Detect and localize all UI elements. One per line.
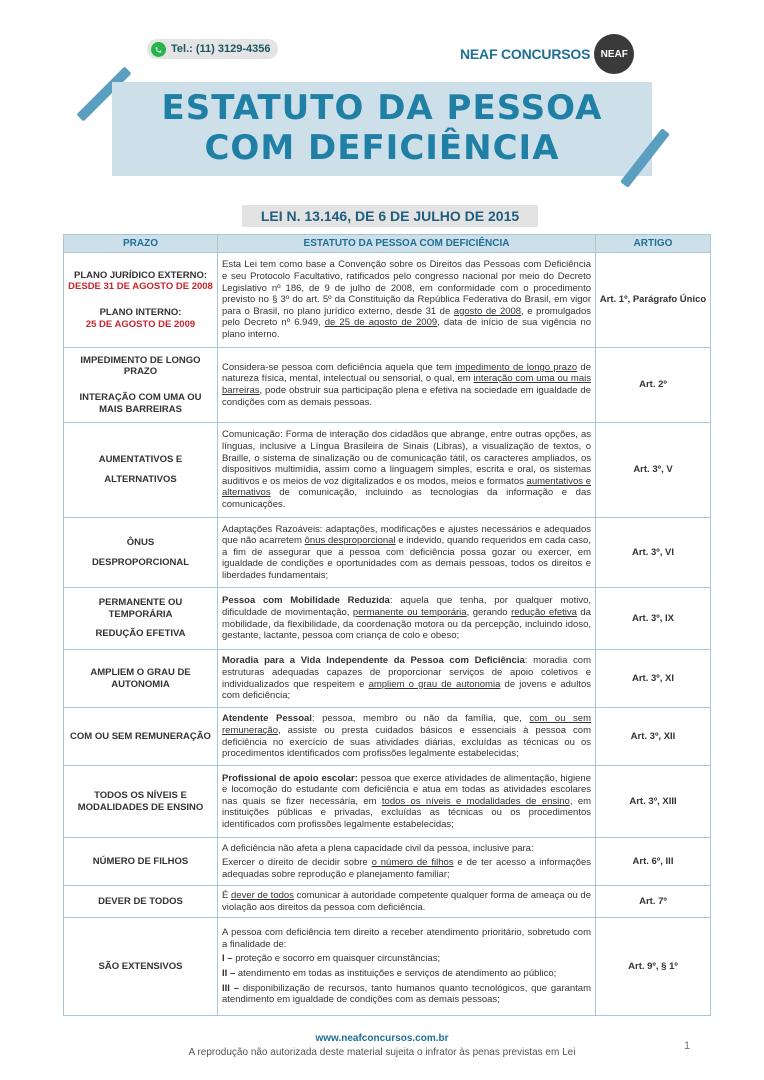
artigo-cell: Art. 3º, IX [596,588,711,650]
estatuto-text [218,838,596,886]
whatsapp-icon [151,42,166,57]
underlined-term: o número de filhos [371,857,454,869]
prazo-label: DESPROPORCIONAL [91,556,190,568]
prazo-label: ALTERNATIVOS [104,474,177,485]
underlined-term: aumentativos e alternativos [222,475,591,499]
table-header [64,235,711,253]
header-estatuto: ESTATUTO DA PESSOA COM DEFICIÊNCIA [218,235,596,253]
artigo-cell: Art. 6º, III [596,838,711,886]
underlined-term: impedimento de longo prazo [455,361,578,373]
prazo-label: PERMANENTE OU TEMPORÁRIA [98,597,183,620]
underlined-term: ampliem o grau de autonomia [368,678,501,690]
table-row [64,348,711,423]
prazo-cell [64,348,218,423]
page-title [112,88,652,168]
estatuto-text [218,253,596,348]
table-row [64,650,711,708]
phone-badge [147,39,278,59]
prazo-label: IMPEDIMENTO DE LONGO PRAZO [80,354,201,378]
prazo-label: PLANO JURÍDICO EXTERNO: [73,269,207,281]
prazo-cell [64,708,218,766]
text-run: Esta Lei tem como base a Convenção sobre os Direitos das Pessoas com Deficiência e seu Protocolo Facultativo, ratificados pelo congresso nacional por meio do Decreto Legislativo nº 186, de 9 de julho de 2008, em conformidade com o procedimento previsto no § 3º do art. 5º da Constituição da República Federativa do Brasil, em vigor para o Brasil, no plano jurídico externo, desde 31 de [222,259,591,317]
text-run: , gerando [466,606,512,618]
prazo-label: ÔNUS [126,536,155,548]
prazo-cell [64,838,218,886]
table-row [64,708,711,766]
underlined-term: com ou sem remuneração [222,713,591,736]
prazo-cell [64,253,218,348]
estatuto-text [218,886,596,918]
text-run: , em instituições públicas e privadas, excluídas as técnicas ou os procedimentos identificados com profissões legalmente estabelecidas; [222,795,592,830]
estatuto-text [218,766,596,838]
text-run: comunicar à autoridade competente qualquer forma de ameaça ou de violação aos direitos da pessoa com deficiência. [222,889,591,913]
text-run: e indevido, quando requeridos em cada caso, a fim de assegurar que a pessoa com deficiência possa gozar ou exercer, em igualdade de condições e oportunidades com as demais pessoas, todos os direitos e liberdades fundamentais; [222,535,591,581]
text-run: de jovens e adultos com deficiência; [222,678,591,702]
table-row [64,918,711,1016]
statute-table [63,234,710,1016]
table-row [64,838,711,886]
title-line-1: ESTATUTO DA PESSOA [161,88,603,128]
table-row [64,253,711,348]
artigo-cell: Art. 3º, XI [596,650,711,708]
page-number: 1 [684,1040,691,1052]
estatuto-text [218,518,596,588]
underlined-term: redução efetiva [511,606,577,618]
artigo-cell: Art. 7º [596,886,711,918]
prazo-label: COM OU SEM REMUNERAÇÃO [70,730,211,742]
item-numeral: I – [222,953,233,965]
estatuto-text [218,650,596,708]
law-title: LEI N. 13.146, DE 6 DE JULHO DE 2015 [242,205,538,227]
text-paragraph [222,968,591,980]
table-row [64,886,711,918]
text-run: Adaptações Razoáveis: adaptações, modificações e ajustes necessários e adequados que não acarretem [222,523,591,547]
item-numeral: III – [222,982,240,994]
brand-name: NEAF CONCURSOS [460,46,591,62]
text-paragraph [222,857,591,880]
underlined-term: interação com uma ou mais barreiras [222,373,591,396]
prazo-label: NÚMERO DE FILHOS [92,855,189,867]
table-row [64,766,711,838]
text-paragraph [222,953,591,965]
table-row [64,588,711,650]
text-run: : aquela que tenha, por qualquer motivo, dificuldade de movimentação, [222,595,591,618]
artigo-cell: Art. 3º, VI [596,518,711,588]
artigo-cell: Art. 1º, Parágrafo Único [596,253,711,348]
prazo-date: DESDE 31 DE AGOSTO DE 2008 [68,281,213,293]
prazo-label: AMPLIEM O GRAU DE AUTONOMIA [90,666,191,690]
prazo-label: SÃO EXTENSIVOS [98,960,183,972]
text-run: Comunicação: Forma de interação dos cidadãos que abrange, entre outras opções, as línguas, inclusive a Língua Brasileira de Sinais (Libras), a visualização de textos, o Braille, o sistema de sinalização ou de comunicação tátil, os caracteres ampliados, os dispositivos multimídia, assim como a linguagem simples, escrita e oral, os sistemas auditivos e os meios de voz digitalizados e os modos, meios e formatos [222,429,591,487]
text-run: É [222,889,232,901]
prazo-cell [64,650,218,708]
artigo-cell: Art. 2º [596,348,711,423]
prazo-cell [64,766,218,838]
prazo-cell [64,588,218,650]
underlined-term: ônus desproporcional [304,535,396,547]
text-paragraph: A pessoa com deficiência tem direito a receber atendimento prioritário, sobretudo com a finalidade de: [222,927,591,950]
footer-note: A reprodução não autorizada deste material sujeita o infrator às penas previstas em Lei [188,1047,576,1058]
prazo-cell [64,518,218,588]
underlined-term: dever de todos [231,889,294,901]
text-run: da mobilidade, da flexibilidade, da coordenação motora ou da percepção, incluindo idoso, gestante, lactante, pessoa com criança de colo e obeso; [222,606,591,642]
estatuto-text [218,708,596,766]
item-numeral: II – [222,968,236,979]
estatuto-text [218,588,596,650]
prazo-label: INTERAÇÃO COM UMA OU MAIS BARREIRAS [79,392,202,415]
estatuto-text [218,423,596,518]
defined-term: Moradia para a Vida Independente da Pessoa com Deficiência [222,655,525,667]
underlined-term: todos os níveis e modalidades de ensino [381,795,570,807]
text-run: disponibilização de recursos, tanto humanos quanto tecnológicos, que garantam atendimento em igualdade de condições com as demais pessoas; [222,982,591,1006]
prazo-label: AUMENTATIVOS E [98,454,183,466]
prazo-cell [64,423,218,518]
brand-logo: NEAF [594,34,634,74]
defined-term: Pessoa com Mobilidade Reduzida [222,595,390,607]
artigo-cell: Art. 3º, XIII [596,766,711,838]
prazo-cell [64,918,218,1016]
text-run: : moradia com estruturas adequadas capazes de proporcionar serviços de apoio coletivos e individualizados que respeitem e [222,655,591,690]
text-run: , data de início de sua vigência no plano interno. [222,317,592,340]
text-run: pessoa que exerce atividades de alimentação, higiene e locomoção do estudante com deficiência e atua em todas as atividades escolares nas quais se fizer necessária, em [222,772,591,807]
header-prazo: PRAZO [64,235,218,253]
text-run: atendimento em todas as instituições e serviços de atendimento ao público; [235,968,557,979]
text-paragraph: A deficiência não afeta a plena capacidade civil da pessoa, inclusive para: [222,842,534,854]
artigo-cell: Art. 9º, § 1º [596,918,711,1016]
text-run: , e promulgados pelo Decreto nº 6.949, [222,305,592,329]
prazo-label: REDUÇÃO EFETIVA [95,628,186,640]
defined-term: Profissional de apoio escolar: [222,772,358,784]
prazo-date: 25 DE AGOSTO DE 2009 [85,318,196,330]
header-artigo: ARTIGO [596,235,711,253]
footer-url[interactable]: www.neafconcursos.com.br [315,1033,449,1044]
prazo-label: PLANO INTERNO: [99,307,182,318]
text-run: , assiste ou presta cuidados básicos e essenciais à pessoa com deficiência no exercício de suas atividades diárias, excluídas as técnicas ou os procedimentos identificados com profissões legalmente estabelecidas; [222,724,591,760]
prazo-cell [64,886,218,918]
text-run: e de ter acesso a informações adequadas sobre reprodução e planejamento familiar; [222,857,591,880]
underlined-term: de 25 de agosto de 2009 [324,317,438,329]
table-row [64,518,711,588]
underlined-term: agosto de 2008 [453,305,522,317]
text-run: : pessoa, membro ou não da família, que, [311,713,530,725]
estatuto-text [218,918,596,1016]
text-run: de natureza física, mental, intelectual ou sensorial, o qual, em [222,361,591,385]
title-line-2: COM DEFICIÊNCIA [204,128,560,168]
defined-term: Atendente Pessoal [222,713,312,725]
text-run: Exercer o direito de decidir sobre [222,857,372,869]
prazo-label: DEVER DE TODOS [98,895,183,907]
text-paragraph [222,983,591,1006]
prazo-label: TODOS OS NÍVEIS E MODALIDADES DE ENSINO [77,789,204,813]
estatuto-text [218,348,596,423]
phone-number: Tel.: (11) 3129-4356 [171,43,271,55]
hero-banner [112,82,652,176]
text-run: proteção e socorro em quaisquer circunstâncias; [232,953,441,965]
brand [460,34,634,74]
artigo-cell: Art. 3º, XII [596,708,711,766]
table-row [64,423,711,518]
text-run: de comunicação, incluindo as tecnologias da informação e das comunicações. [222,487,591,510]
text-run: Considera-se pessoa com deficiência aquela que tem [222,361,456,373]
underlined-term: permanente ou temporária [352,606,467,618]
text-run: , pode obstruir sua participação plena e efetiva na sociedade em igualdade de condições com as demais pessoas. [222,385,591,408]
artigo-cell: Art. 3º, V [596,423,711,518]
